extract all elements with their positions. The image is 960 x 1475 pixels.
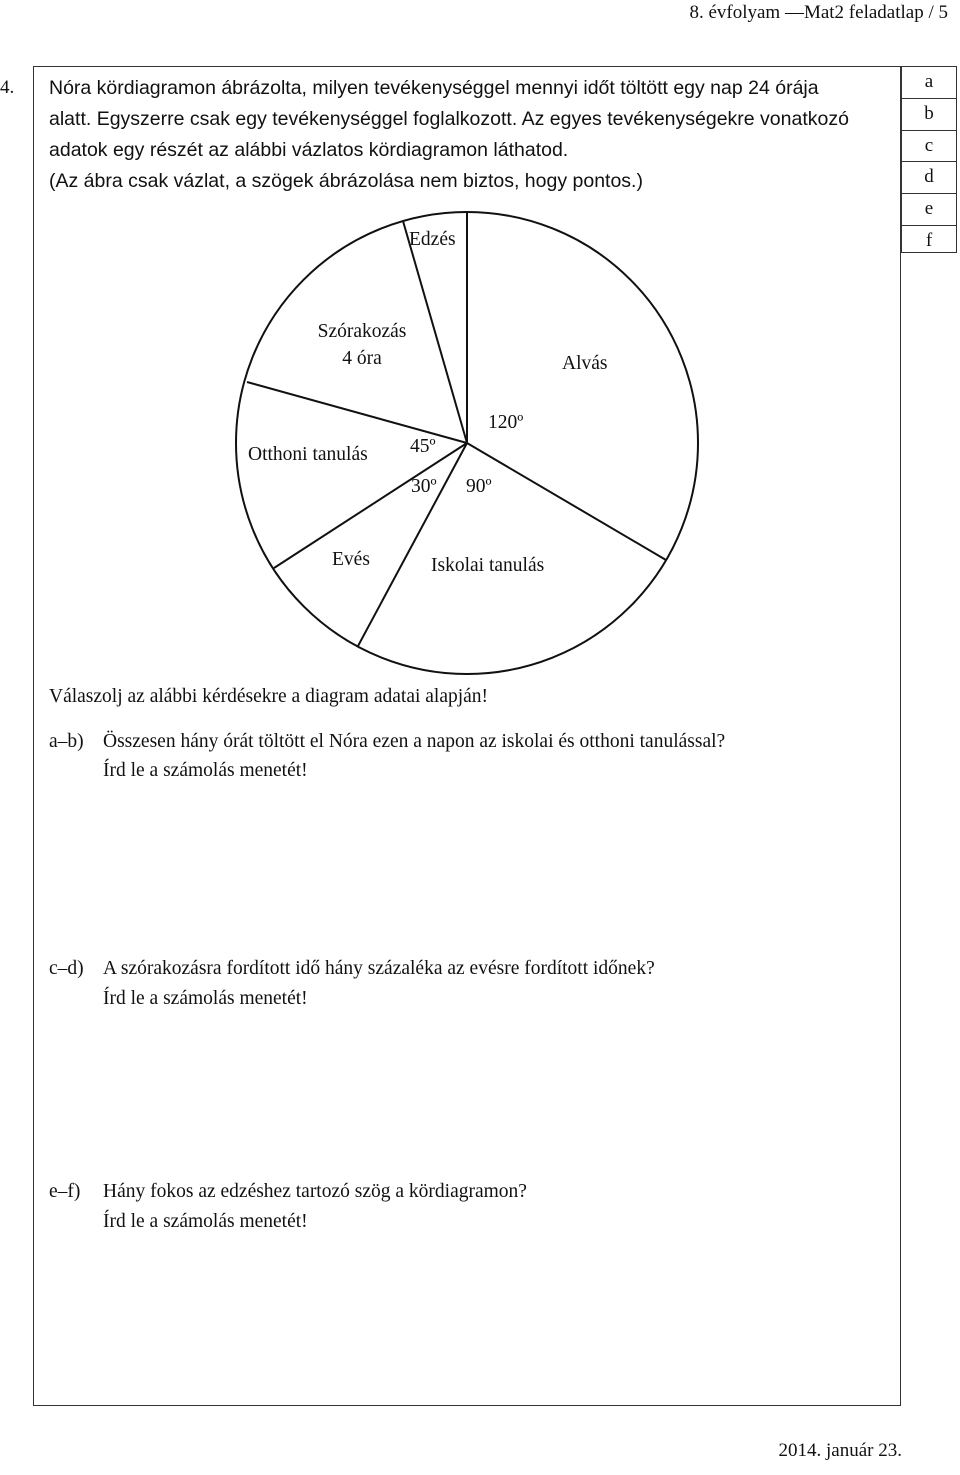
angle-30: 30º [411, 476, 437, 497]
radius-alvas-iskolai [467, 443, 666, 560]
radius-iskolai-eves [358, 443, 467, 646]
question-cd-text: A szórakozásra fordított idő hány százaléka az evésre fordított időnek? [103, 958, 655, 979]
score-cell-a: a [902, 67, 956, 99]
page-header: 8. évfolyam —Mat2 feladatlap / 5 [689, 2, 948, 23]
label-iskolai: Iskolai tanulás [431, 555, 545, 576]
label-szorakozas: Szórakozás [317, 321, 407, 342]
score-cell-e: e [902, 194, 956, 226]
score-cell-d: d [902, 162, 956, 194]
radius-otthoni-szorakozas [247, 382, 467, 443]
score-cell-f: f [925, 229, 933, 251]
task-number: 4. [0, 77, 15, 98]
intro-line-3: adatok egy részét az alábbi vázlatos kördiagramon láthatod. [49, 139, 569, 161]
pie-chart [0, 0, 960, 700]
label-eves: Evés [332, 549, 370, 570]
score-cell-b: b [902, 99, 956, 131]
question-ab-sub: Írd le a számolás menetét! [103, 760, 308, 781]
question-cd-sub: Írd le a számolás menetét! [103, 988, 308, 1009]
question-ef-label: e–f) [49, 1181, 81, 1202]
question-ab-label: a–b) [49, 731, 84, 752]
label-szorakozas-value: 4 óra [342, 348, 382, 369]
question-ab-text: Összesen hány órát töltött el Nóra ezen a napon az iskolai és otthoni tanulással? [103, 731, 726, 752]
question-ef-text: Hány fokos az edzéshez tartozó szög a kördiagramon? [103, 1181, 527, 1202]
intro-line-1: Nóra kördiagramon ábrázolta, milyen tevékenységgel mennyi időt töltött egy nap 24 órája [49, 77, 819, 99]
label-alvas: Alvás [562, 353, 608, 374]
angle-90: 90º [466, 476, 492, 497]
score-cell-c: c [902, 131, 956, 163]
angle-45: 45º [410, 436, 436, 457]
page-footer-date: 2014. január 23. [778, 1440, 902, 1461]
intro-line-2: alatt. Egyszerre csak egy tevékenységgel foglalkozott. Az egyes tevékenységekre vonatkozó [49, 108, 849, 130]
question-cd-label: c–d) [49, 958, 84, 979]
intro-line-4: (Az ábra csak vázlat, a szögek ábrázolása nem biztos, hogy pontos.) [49, 170, 643, 192]
angle-120: 120º [488, 412, 524, 433]
question-ef-sub: Írd le a számolás menetét! [103, 1211, 308, 1232]
label-otthoni: Otthoni tanulás [248, 444, 368, 465]
pie-sectors [236, 212, 698, 674]
instruction: Válaszolj az alábbi kérdésekre a diagram adatai alapján! [49, 686, 489, 707]
label-edzes: Edzés [409, 229, 456, 250]
radius-edzes-szorakozas [403, 221, 467, 443]
